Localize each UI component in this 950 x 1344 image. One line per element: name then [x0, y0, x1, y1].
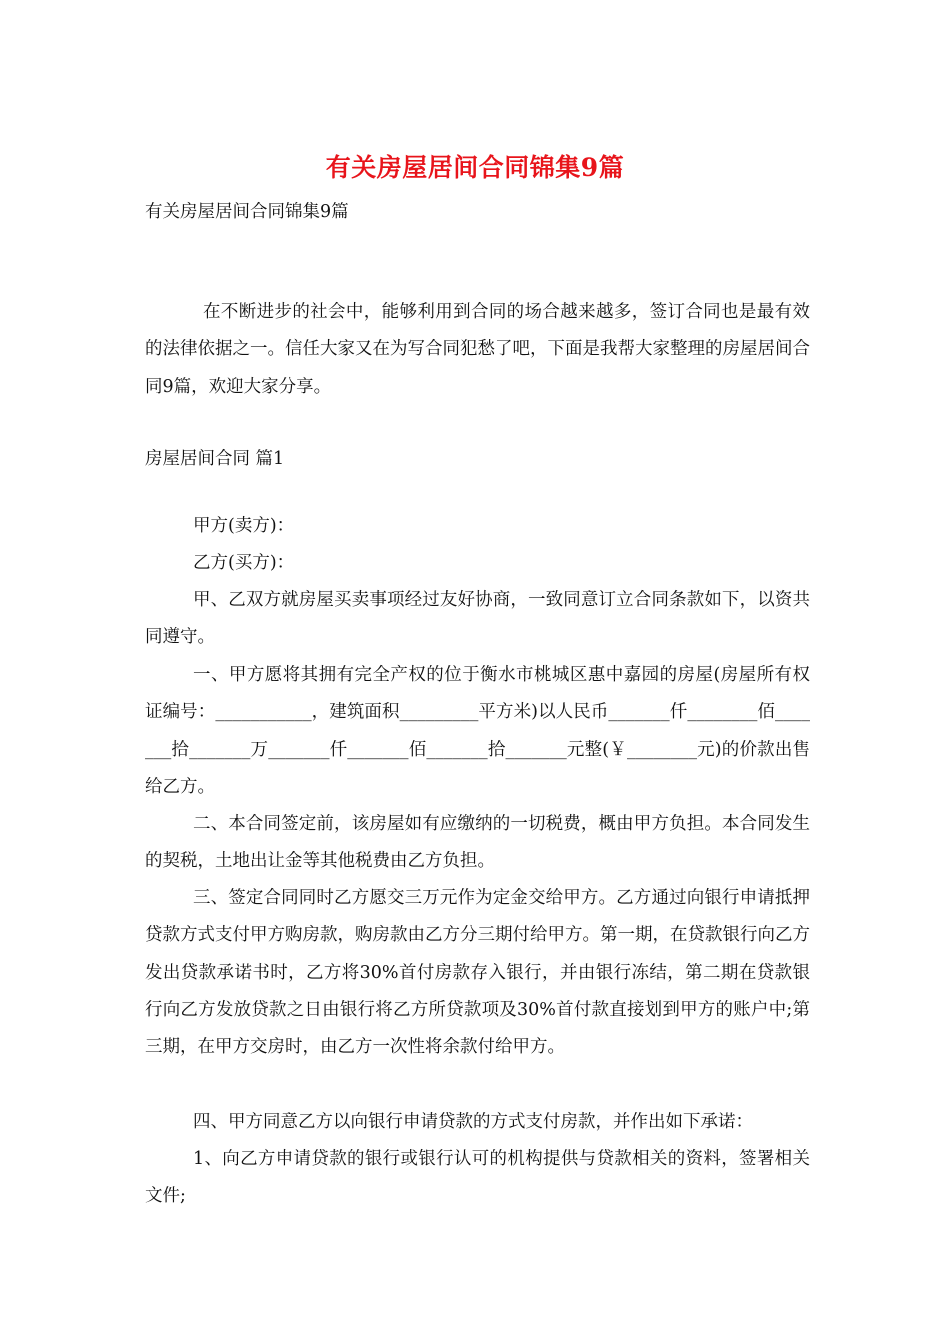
document-subtitle: 有关房屋居间合同锦集9篇: [145, 202, 349, 222]
clause-3-paragraph: 三、签定合同同时乙方愿交三万元作为定金交给甲方。乙方通过向银行申请抵押贷款方式支付甲方购房款，购房款由乙方分三期付给甲方。第一期，在贷款银行向乙方发出贷款承诺书时，乙方将30%首付房款存入银行，并由银行冻结，第二期在贷款银行向乙方发放贷款之日由银行将乙方所贷款项及30%首付款直接划到甲方的账户中;第三期，在甲方交房时，由乙方一次性将余款付给甲方。: [145, 888, 810, 1058]
preamble-paragraph: 甲、乙双方就房屋买卖事项经过友好协商，一致同意订立合同条款如下，以资共同遵守。: [145, 590, 810, 648]
clause-4-paragraph: 四、甲方同意乙方以向银行申请贷款的方式支付房款，并作出如下承诺：: [193, 1112, 753, 1132]
document-title: 有关房屋居间合同锦集9篇: [325, 153, 625, 182]
party-a-line: 甲方(卖方)：: [193, 516, 295, 536]
clause-4-item-1-paragraph: 1、向乙方申请贷款的银行或银行认可的机构提供与贷款相关的资料，签署相关文件;: [145, 1149, 810, 1207]
intro-paragraph: 在不断进步的社会中，能够利用到合同的场合越来越多，签订合同也是最有效的法律依据之一。信任大家又在为写合同犯愁了吧，下面是我帮大家整理的房屋居间合同9篇，欢迎大家分享。: [145, 302, 810, 397]
section-heading: 房屋居间合同 篇1: [145, 449, 285, 469]
clause-2-paragraph: 二、本合同签定前，该房屋如有应缴纳的一切税费，概由甲方负担。本合同发生的契税，土地出让金等其他税费由乙方负担。: [145, 814, 810, 872]
party-b-line: 乙方(买方)：: [193, 553, 295, 573]
clause-1-paragraph: 一、甲方愿将其拥有完全产权的位于衡水市桃城区惠中嘉园的房屋(房屋所有权证编号：___________，建筑面积_________平方米)以人民币_______仟________佰_______拾_______万_______仟_______佰_______拾_______元整(￥________元)的价款出售给乙方。: [145, 665, 810, 797]
